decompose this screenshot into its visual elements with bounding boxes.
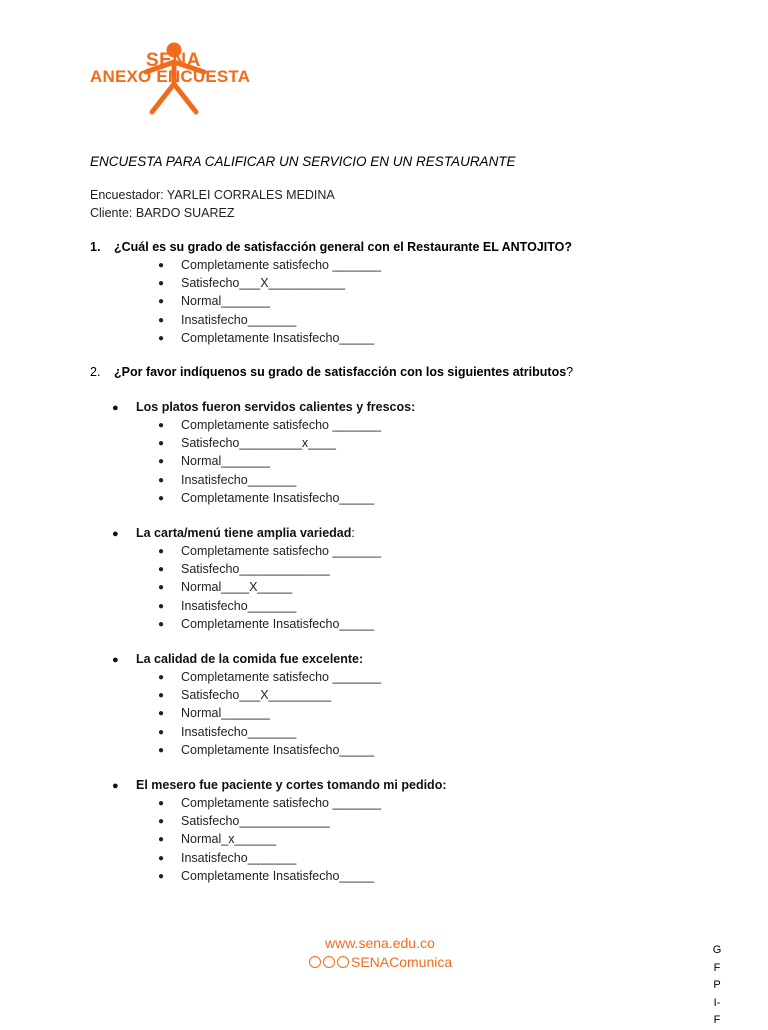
side-code-char: F bbox=[713, 1014, 721, 1026]
bullet-icon: ● bbox=[158, 546, 165, 557]
attribute-4-options bbox=[158, 796, 381, 887]
option-normal: ● Normal_x______ bbox=[158, 832, 277, 847]
question-1-number: 1. bbox=[90, 240, 101, 254]
bullet-icon: ● bbox=[158, 744, 165, 756]
option-unsatisfied: ● Insatisfecho_______ bbox=[158, 312, 297, 327]
bullet-icon: ● bbox=[112, 780, 119, 792]
option-completely-satisfied: ● Completamente satisfecho _______ bbox=[158, 796, 382, 810]
question-2 bbox=[90, 365, 573, 379]
option-satisfied: ● Satisfecho___X___________ bbox=[158, 276, 346, 291]
footer-social-handle: SENAComunica bbox=[351, 954, 453, 970]
logo-caption: ANEXO ENCUESTA bbox=[90, 67, 251, 86]
bullet-icon: ● bbox=[158, 816, 165, 828]
bullet-icon: ● bbox=[158, 708, 165, 720]
bullet-icon: ● bbox=[158, 690, 165, 702]
bullet-icon: ● bbox=[158, 834, 165, 846]
bullet-icon: ● bbox=[158, 726, 165, 738]
bullet-icon: ● bbox=[112, 402, 119, 414]
option-unsatisfied: ● Insatisfecho_______ bbox=[158, 472, 297, 487]
option-satisfied: ● Satisfecho___X_________ bbox=[158, 688, 332, 703]
side-code-char: P bbox=[713, 979, 721, 991]
question-1-text: ¿Cuál es su grado de satisfacción general con el Restaurante EL ANTOJITO? bbox=[114, 240, 573, 254]
bullet-icon: ● bbox=[158, 870, 165, 882]
bullet-icon: ● bbox=[158, 332, 165, 344]
option-satisfied: ● Satisfecho_____________ bbox=[158, 814, 330, 829]
bullet-icon: ● bbox=[158, 314, 165, 326]
question-2-number: 2. bbox=[90, 365, 101, 379]
side-code-char: I- bbox=[713, 996, 721, 1009]
option-completely-satisfied: ● Completamente satisfecho _______ bbox=[158, 670, 382, 684]
option-completely-satisfied: ● Completamente satisfecho _______ bbox=[158, 418, 382, 432]
bullet-icon: ● bbox=[112, 654, 119, 666]
bullet-icon: ● bbox=[158, 438, 165, 450]
option-completely-unsatisfied: ● Completamente Insatisfecho_____ bbox=[158, 742, 375, 757]
bullet-icon: ● bbox=[158, 582, 165, 594]
bullet-icon: ● bbox=[158, 618, 165, 630]
bullet-icon: ● bbox=[158, 492, 165, 504]
attribute-3-options bbox=[158, 670, 381, 761]
bullet-icon: ● bbox=[158, 798, 165, 809]
bullet-icon: ● bbox=[158, 260, 165, 271]
attribute-1: ● Los platos fueron servidos calientes y frescos: bbox=[112, 400, 416, 414]
option-satisfied: ● Satisfecho_________x____ bbox=[158, 436, 336, 451]
bullet-icon: ● bbox=[158, 672, 165, 683]
side-code-char: G bbox=[712, 944, 722, 956]
bullet-icon: ● bbox=[158, 296, 165, 308]
option-normal: ● Normal_______ bbox=[158, 706, 270, 721]
option-completely-satisfied: ● Completamente satisfecho _______ bbox=[158, 258, 382, 272]
footer-social bbox=[309, 954, 452, 970]
interviewer-line: Encuestador: YARLEI CORRALES MEDINA bbox=[90, 188, 335, 202]
option-completely-unsatisfied: ● Completamente Insatisfecho_____ bbox=[158, 868, 375, 883]
youtube-icon bbox=[323, 956, 335, 968]
bullet-icon: ● bbox=[158, 564, 165, 576]
option-unsatisfied: ● Insatisfecho_______ bbox=[158, 724, 297, 739]
question-2-text: ¿Por favor indíquenos su grado de satisfacción con los siguientes atributos bbox=[114, 365, 567, 379]
option-completely-unsatisfied: ● Completamente Insatisfecho_____ bbox=[158, 616, 375, 631]
bullet-icon: ● bbox=[112, 528, 119, 540]
question-2-suffix: ? bbox=[566, 365, 574, 379]
logo-sena-text: SENA bbox=[146, 50, 201, 71]
bullet-icon: ● bbox=[158, 852, 165, 864]
option-completely-satisfied: ● Completamente satisfecho _______ bbox=[158, 544, 382, 558]
document-title: ENCUESTA PARA CALIFICAR UN SERVICIO EN UN RESTAURANTE bbox=[90, 154, 516, 169]
option-normal: ● Normal_______ bbox=[158, 294, 270, 309]
attribute-2: ● La carta/menú tiene amplia variedad: bbox=[112, 526, 355, 540]
side-code-char: F bbox=[713, 961, 721, 974]
bullet-icon: ● bbox=[158, 456, 165, 468]
option-unsatisfied: ● Insatisfecho_______ bbox=[158, 850, 297, 865]
attribute-1-options bbox=[158, 418, 381, 509]
option-completely-unsatisfied: ● Completamente Insatisfecho_____ bbox=[158, 490, 375, 505]
question-1 bbox=[90, 240, 572, 254]
bullet-icon: ● bbox=[158, 600, 165, 612]
header-logo bbox=[88, 40, 288, 120]
attribute-2-options bbox=[158, 544, 381, 635]
client-line: Cliente: BARDO SUAREZ bbox=[90, 206, 235, 220]
bullet-icon: ● bbox=[158, 474, 165, 486]
bullet-icon: ● bbox=[158, 278, 165, 290]
option-normal: ● Normal_______ bbox=[158, 454, 270, 469]
option-normal: ● Normal____X_____ bbox=[158, 580, 293, 595]
bullet-icon: ● bbox=[158, 420, 165, 431]
twitter-icon bbox=[309, 956, 321, 968]
option-unsatisfied: ● Insatisfecho_______ bbox=[158, 598, 297, 613]
attribute-4: ● El mesero fue paciente y cortes tomando mi pedido: bbox=[112, 778, 447, 792]
attribute-3: ● La calidad de la comida fue excelente: bbox=[112, 652, 364, 666]
option-satisfied: ● Satisfecho_____________ bbox=[158, 562, 330, 577]
side-code bbox=[711, 942, 723, 1030]
footer-url[interactable]: www.sena.edu.co bbox=[325, 935, 435, 951]
question-1-options bbox=[158, 258, 381, 349]
option-completely-unsatisfied: ● Completamente Insatisfecho_____ bbox=[158, 330, 375, 345]
facebook-icon bbox=[337, 956, 349, 968]
